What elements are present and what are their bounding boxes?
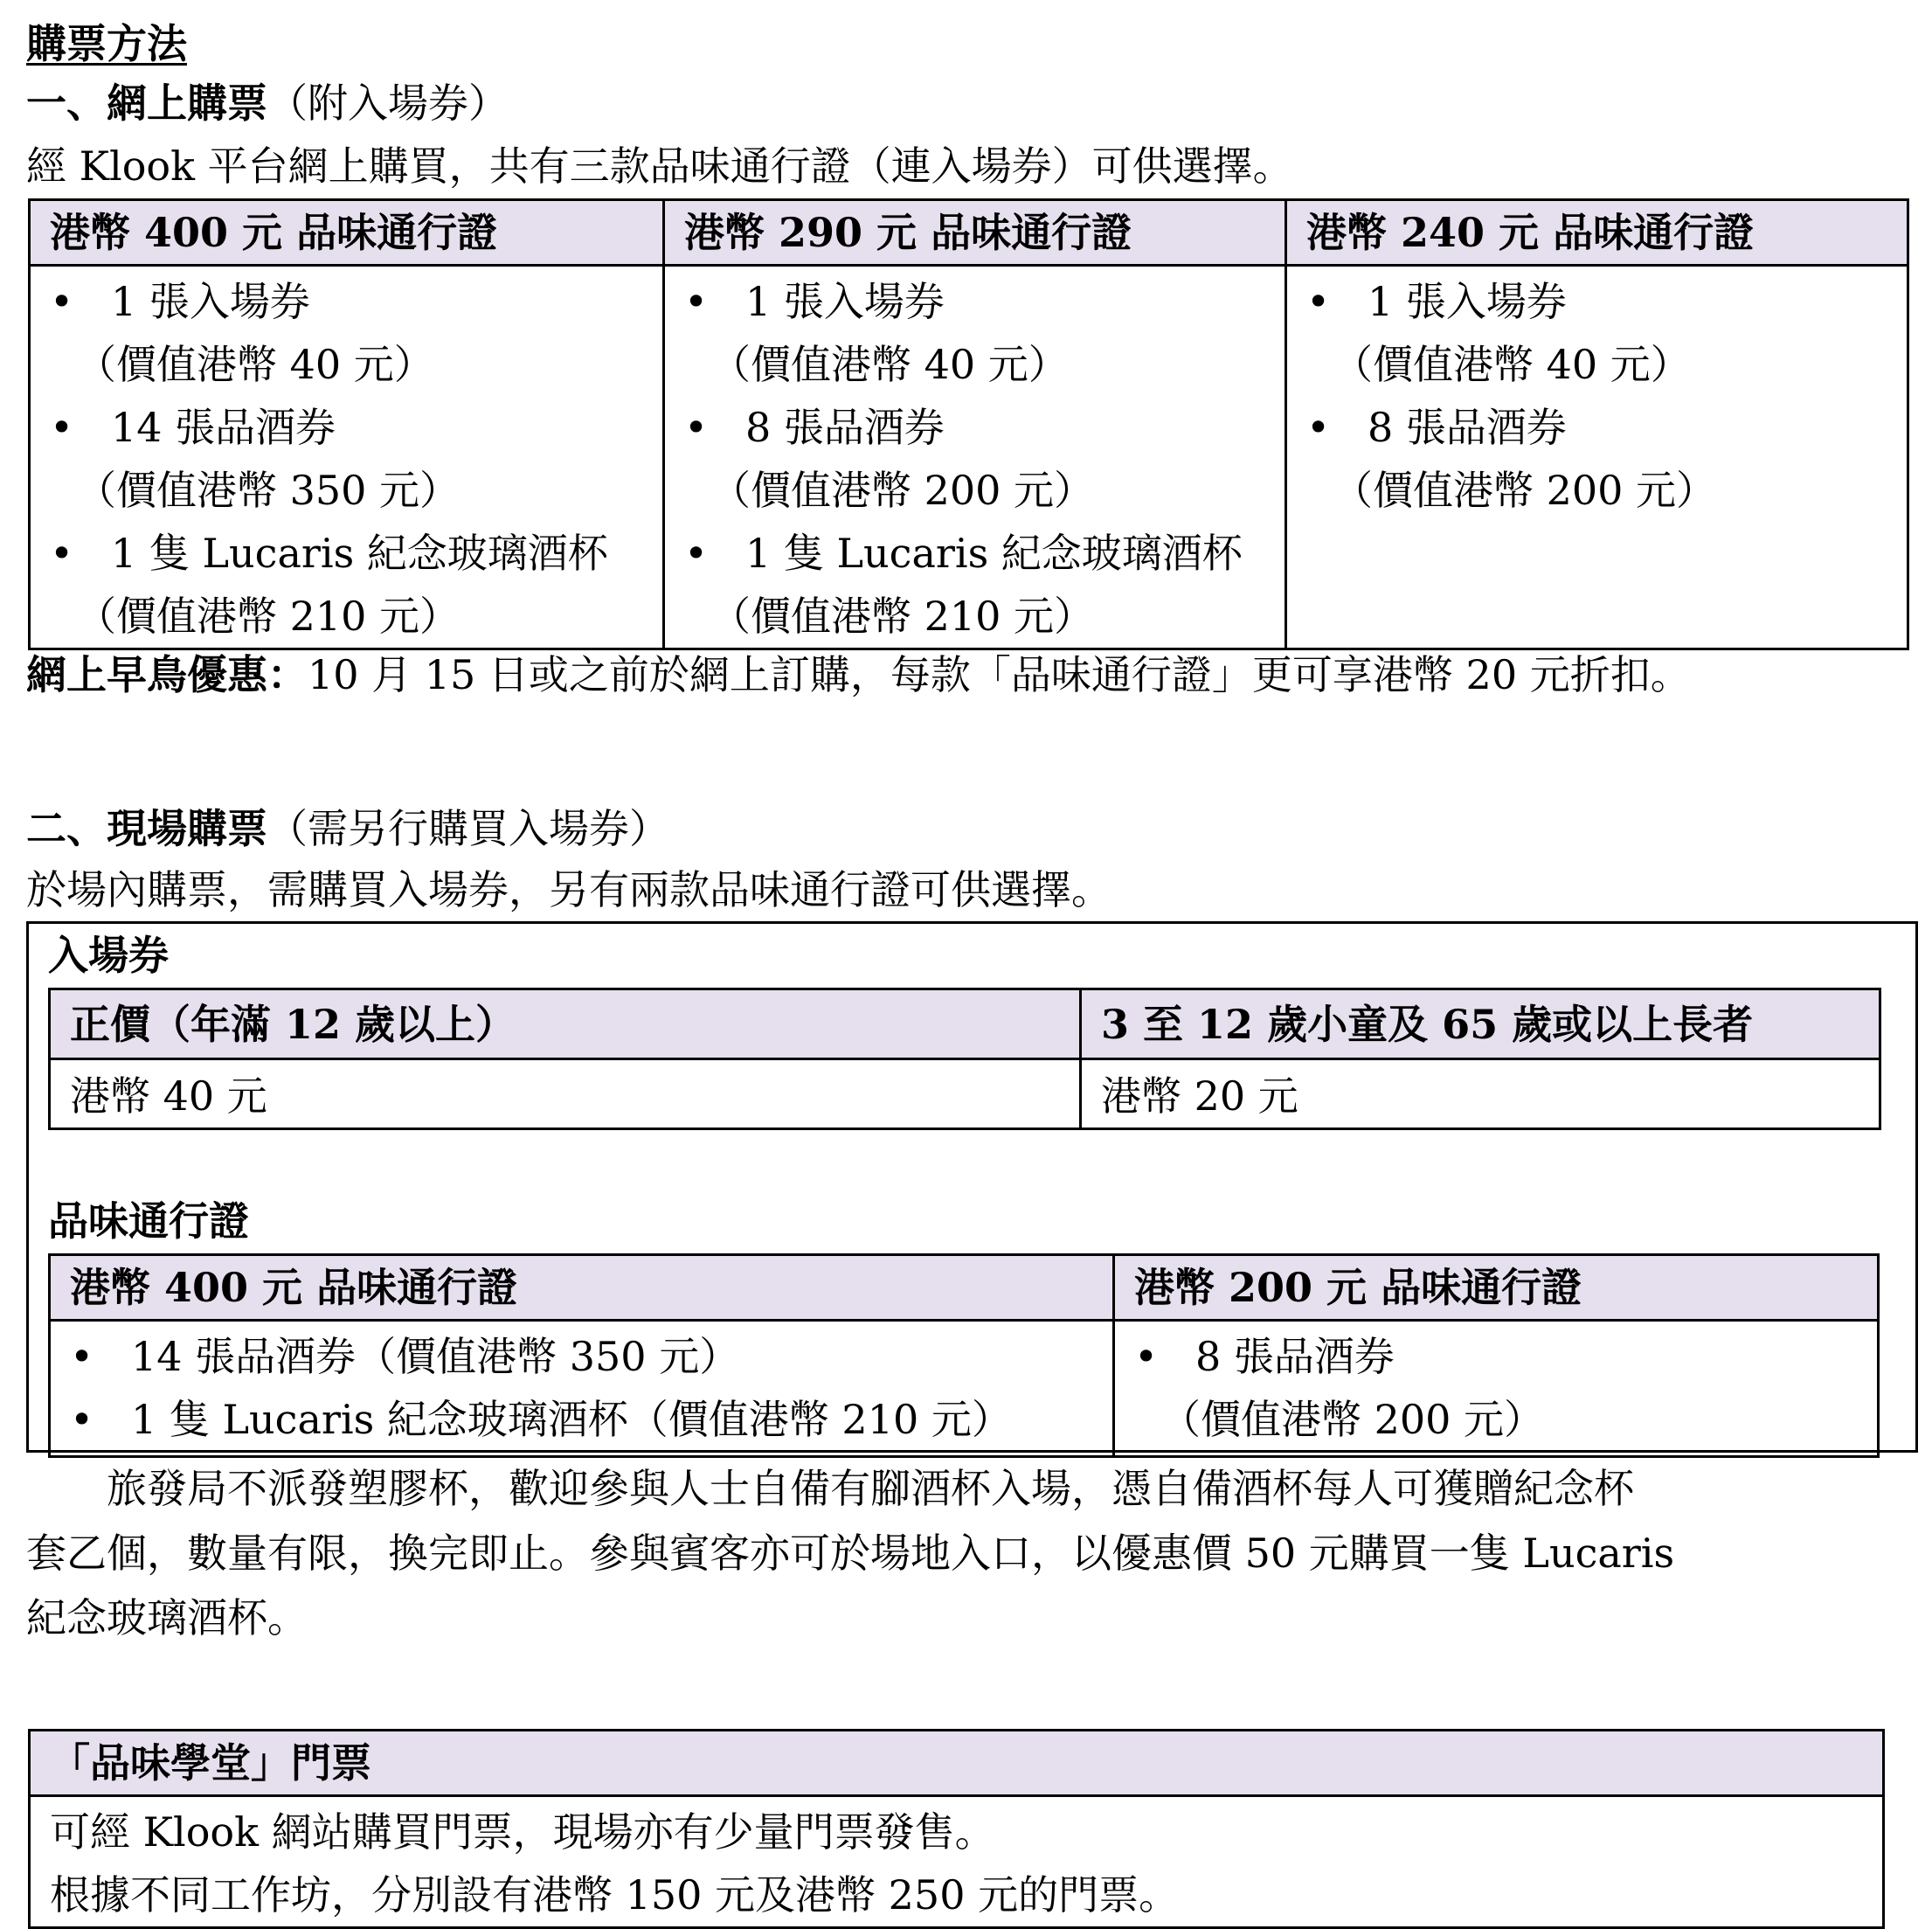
online-pass-list-1 xyxy=(50,270,643,648)
list-item: • 8 張品酒券 xyxy=(684,404,945,451)
admission-price-concession: 港幣 20 元 xyxy=(1081,1059,1880,1129)
onsite-frame xyxy=(26,921,1918,1453)
workshop-line-2: 根據不同工作坊，分別設有港幣 150 元及港幣 250 元的門票。 xyxy=(50,1871,1180,1919)
list-item: • 8 張品酒券 xyxy=(1134,1333,1395,1380)
section2-title xyxy=(26,802,669,855)
list-item: • 1 隻 Lucaris 紀念玻璃酒杯 xyxy=(684,530,1243,577)
admission-price-regular: 港幣 40 元 xyxy=(50,1059,1081,1129)
list-item: • 8 張品酒券 xyxy=(1306,404,1567,451)
pass-label: 品味通行證 xyxy=(48,1197,249,1245)
online-pass-cell-1 xyxy=(30,266,664,649)
online-pass-cell-3 xyxy=(1286,266,1908,649)
list-item-value: （價值港幣 210 元） xyxy=(76,593,460,640)
list-item-value: （價值港幣 350 元） xyxy=(76,467,460,514)
list-item-value: （價值港幣 210 元） xyxy=(710,593,1095,640)
section2-title-main: 二、現場購票 xyxy=(26,805,267,852)
onsite-pass-header-1: 港幣 400 元 品味通行證 xyxy=(50,1255,1114,1321)
online-pass-header-3: 港幣 240 元 品味通行證 xyxy=(1286,200,1908,266)
onsite-pass-cell-1 xyxy=(50,1321,1114,1457)
list-item-value: （價值港幣 200 元） xyxy=(710,467,1095,514)
admission-label: 入場券 xyxy=(48,932,169,979)
list-item-value: （價值港幣 40 元） xyxy=(1333,341,1691,388)
list-item: • 1 張入場券 xyxy=(50,278,310,325)
list-item: • 1 隻 Lucaris 紀念玻璃酒杯（價值港幣 210 元） xyxy=(70,1396,1012,1443)
early-bird-offer xyxy=(26,649,1691,701)
workshop-line-1: 可經 Klook 網站購買門票，現場亦有少量門票發售。 xyxy=(50,1808,995,1856)
list-item: • 14 張品酒券 xyxy=(50,404,336,451)
list-item-value: （價值港幣 200 元） xyxy=(1333,467,1717,514)
notice-line-3: 紀念玻璃酒杯。 xyxy=(26,1594,308,1641)
online-pass-list-3 xyxy=(1306,270,1887,522)
onsite-pass-header-2: 港幣 200 元 品味通行證 xyxy=(1114,1255,1879,1321)
list-item-value: （價值港幣 40 元） xyxy=(710,341,1069,388)
workshop-header: 「品味學堂」門票 xyxy=(30,1731,1884,1796)
list-item: • 1 張入場券 xyxy=(684,278,945,325)
workshop-table xyxy=(28,1729,1885,1929)
section2-title-note: （需另行購買入場券） xyxy=(267,805,669,852)
online-pass-header-1: 港幣 400 元 品味通行證 xyxy=(30,200,664,266)
onsite-pass-list-1 xyxy=(70,1325,1093,1451)
admission-header-regular: 正價（年滿 12 歲以上） xyxy=(50,989,1081,1059)
early-bird-label: 網上早鳥優惠： xyxy=(26,651,308,698)
list-item: • 14 張品酒券（價值港幣 350 元） xyxy=(70,1333,740,1380)
list-item-value: （價值港幣 200 元） xyxy=(1160,1396,1545,1443)
online-pass-header-2: 港幣 290 元 品味通行證 xyxy=(664,200,1286,266)
notice-line-2: 套乙個，數量有限，換完即止。參與賓客亦可於場地入口，以優惠價 50 元購買一隻 Lucaris xyxy=(26,1530,1675,1577)
early-bird-text: 10 月 15 日或之前於網上訂購，每款「品味通行證」更可享港幣 20 元折扣。 xyxy=(308,651,1691,698)
page-title: 購票方法 xyxy=(26,20,187,67)
section1-title-main: 一、網上購票 xyxy=(26,80,267,127)
online-pass-cell-2 xyxy=(664,266,1286,649)
list-item: • 1 張入場券 xyxy=(1306,278,1567,325)
section1-title-note: （附入場券） xyxy=(267,80,509,127)
list-item: • 1 隻 Lucaris 紀念玻璃酒杯 xyxy=(50,530,608,577)
notice-line-1: 旅發局不派發塑膠杯，歡迎參與人士自備有腳酒杯入場，憑自備酒杯每人可獲贈紀念杯 xyxy=(107,1465,1634,1512)
section1-intro: 經 Klook 平台網上購買，共有三款品味通行證（連入場券）可供選擇。 xyxy=(26,142,1293,190)
online-pass-list-2 xyxy=(684,270,1265,648)
section1-title xyxy=(26,77,509,129)
onsite-pass-list-2 xyxy=(1134,1325,1858,1451)
list-item-value: （價值港幣 40 元） xyxy=(76,341,434,388)
admission-header-concession: 3 至 12 歲小童及 65 歲或以上長者 xyxy=(1081,989,1880,1059)
onsite-pass-cell-2 xyxy=(1114,1321,1879,1457)
onsite-pass-table xyxy=(48,1253,1880,1458)
online-pass-table xyxy=(28,198,1909,650)
notice-paragraph xyxy=(26,1456,1883,1650)
workshop-cell xyxy=(30,1796,1884,1928)
admission-table xyxy=(48,988,1881,1130)
section2-intro: 於場內購票，需購買入場券，另有兩款品味通行證可供選擇。 xyxy=(26,866,1111,913)
